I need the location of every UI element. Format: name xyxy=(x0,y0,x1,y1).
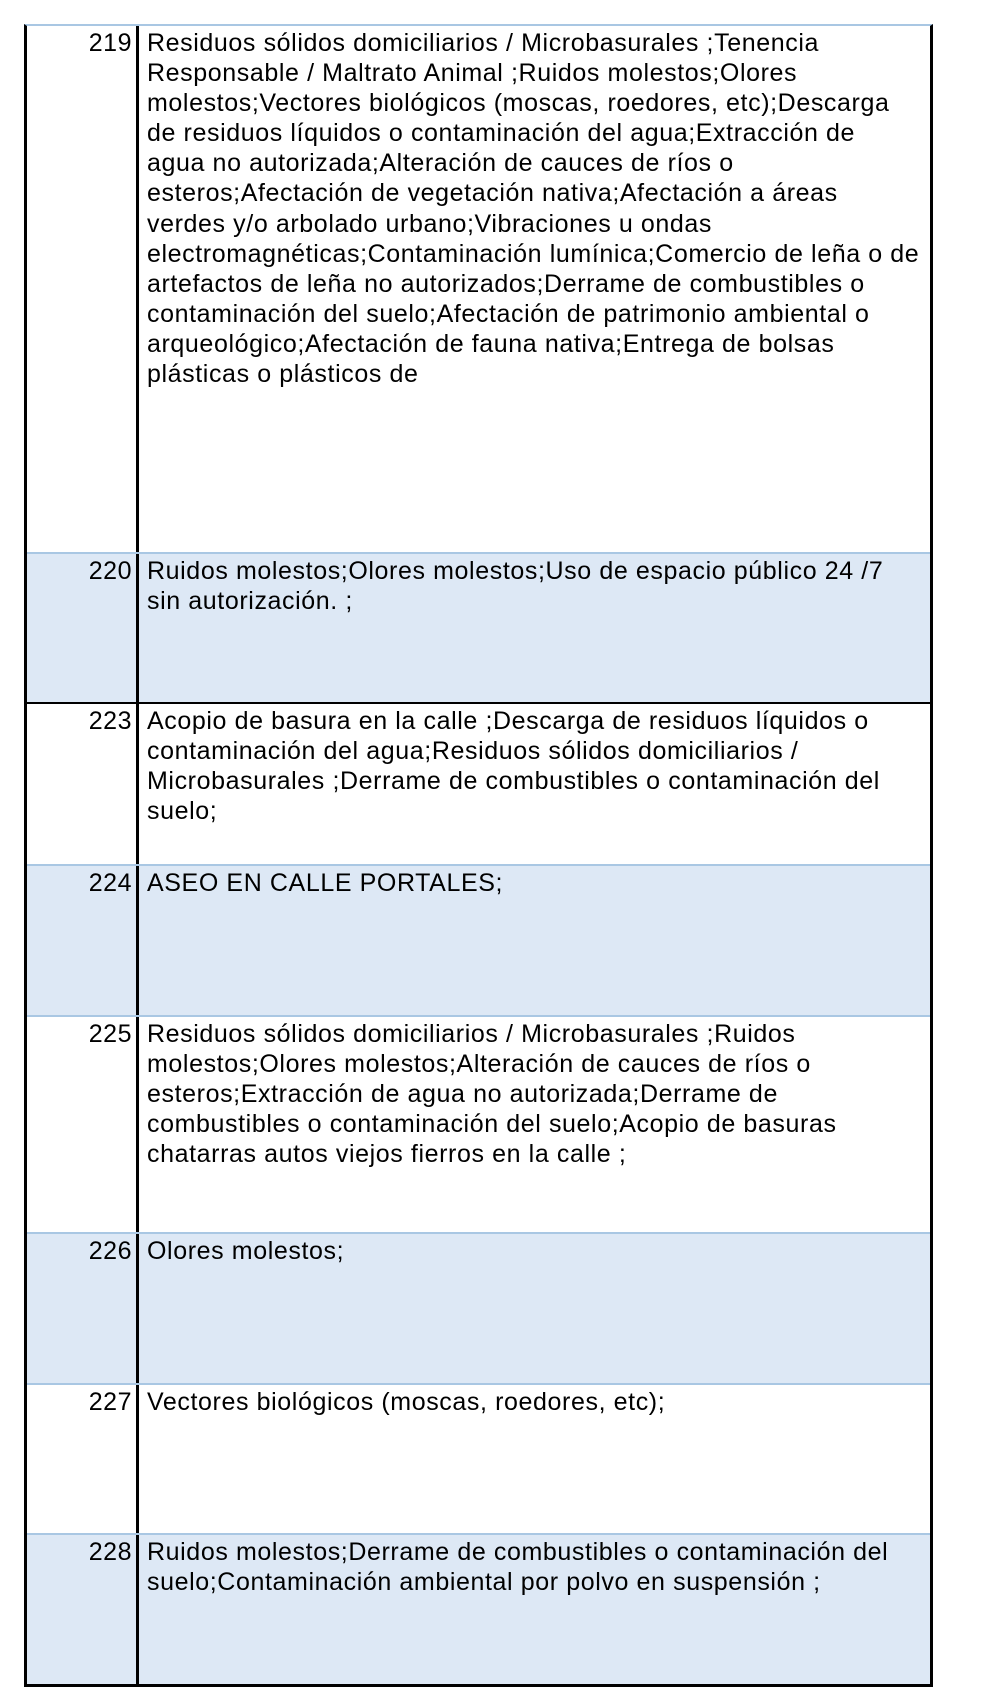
row-description: ASEO EN CALLE PORTALES; xyxy=(147,869,504,897)
table-row xyxy=(27,554,930,704)
table-row xyxy=(27,1385,930,1535)
complaints-table xyxy=(24,24,933,1687)
row-description: Residuos sólidos domiciliarios / Microbasurales ;Tenencia Responsable / Maltrato Animal ;Ruidos molestos;Olores molestos;Vectores biológicos (moscas, roedores, etc);Descarga de residuos líquidos o contaminación del agua;Extracción de agua no autorizada;Alteración de cauces de ríos o esteros;Afectación de vegetación nativa;Afectación a áreas verdes y/o arbolado urbano;Vibraciones u ondas electromagnéticas;Contaminación lumínica;Comercio de leña o de artefactos de leña no autorizados;Derrame de combustibles o contaminación del suelo;Afectación de patrimonio ambiental o arqueológico;Afectación de fauna nativa;Entrega de bolsas plásticas o plásticos de xyxy=(147,29,920,389)
table-row xyxy=(27,866,930,1017)
row-number: 225 xyxy=(27,1017,139,1232)
row-description: Ruidos molestos;Derrame de combustibles o contaminación del suelo;Contaminación ambiental por polvo en suspensión ; xyxy=(147,1538,889,1597)
row-number: 219 xyxy=(27,26,139,552)
row-number: 226 xyxy=(27,1234,139,1383)
row-description: Olores molestos; xyxy=(147,1237,345,1265)
row-description: Residuos sólidos domiciliarios / Microbasurales ;Ruidos molestos;Olores molestos;Alteración de cauces de ríos o esteros;Extracción de agua no autorizada;Derrame de combustibles o contaminación del suelo;Acopio de basuras chatarras autos viejos fierros en la calle ; xyxy=(147,1020,837,1169)
table-row xyxy=(27,1535,930,1684)
row-description: Vectores biológicos (moscas, roedores, etc); xyxy=(147,1388,666,1416)
table-row xyxy=(27,704,930,866)
row-number: 223 xyxy=(27,704,139,864)
row-description: Ruidos molestos;Olores molestos;Uso de espacio público 24 /7 sin autorización. ; xyxy=(147,557,884,616)
table-row xyxy=(27,1234,930,1385)
row-number: 228 xyxy=(27,1535,139,1684)
row-number: 220 xyxy=(27,554,139,702)
row-number: 224 xyxy=(27,866,139,1015)
row-number: 227 xyxy=(27,1385,139,1533)
table-row xyxy=(27,1017,930,1234)
table-row xyxy=(27,26,930,554)
row-description: Acopio de basura en la calle ;Descarga de residuos líquidos o contaminación del agua;Residuos sólidos domiciliarios / Microbasurales ;Derrame de combustibles o contaminación del suelo; xyxy=(147,707,880,826)
